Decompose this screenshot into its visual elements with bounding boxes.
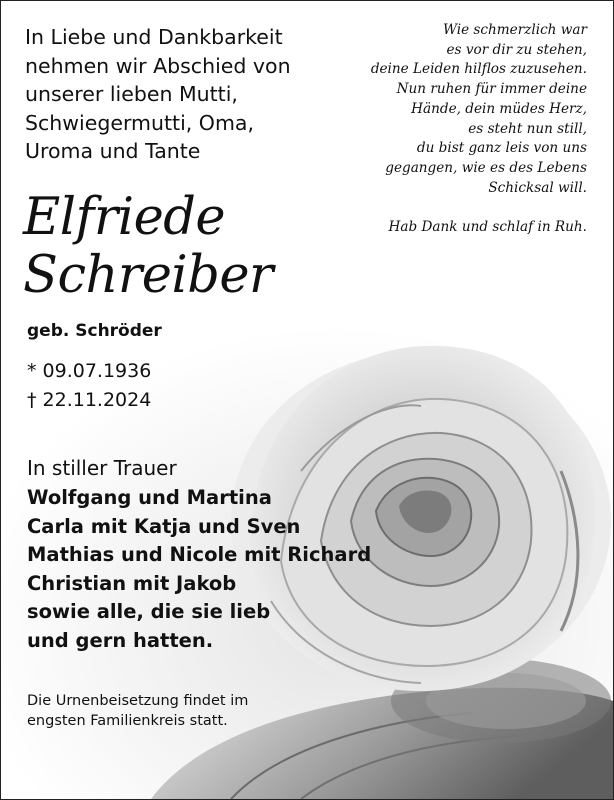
death-date: † 22.11.2024	[27, 389, 152, 411]
mourner-line: Carla mit Katja und Sven	[27, 514, 301, 538]
mourner-line: Mathias und Nicole mit Richard	[27, 543, 372, 567]
mourner-line: Wolfgang und Martina	[27, 486, 272, 509]
poem-closing: Hab Dank und schlaf in Ruh.	[388, 219, 587, 235]
poem-text: Wie schmerzlich war es vor dir zu stehen, deine Leiden hilflos zuzusehen. Nun ruhen für immer deine Hände, dein müdes Herz, es steht nun still, du bist ganz leis von uns gegangen, wie es des Lebens Schicksal will.	[370, 22, 587, 196]
mourners-list	[27, 484, 387, 656]
birth-date: * 09.07.1936	[27, 360, 152, 382]
life-dates	[27, 357, 151, 415]
mourning-label: In stiller Trauer	[27, 456, 177, 480]
maiden-name: geb. Schröder	[27, 321, 162, 341]
mourner-line: Christian mit Jakob	[27, 571, 237, 595]
mourner-line: und gern hatten.	[27, 628, 214, 652]
intro-text: In Liebe und Dankbarkeit nehmen wir Abschied von unserer lieben Mutti, Schwiegermutti, Oma, Uroma und Tante	[25, 25, 291, 163]
burial-note: Die Urnenbeisetzung findet im engsten Familienkreis statt.	[27, 693, 249, 729]
mourner-line: sowie alle, die sie lieb	[27, 600, 271, 624]
deceased-name: Elfriede Schreiber	[23, 188, 273, 305]
